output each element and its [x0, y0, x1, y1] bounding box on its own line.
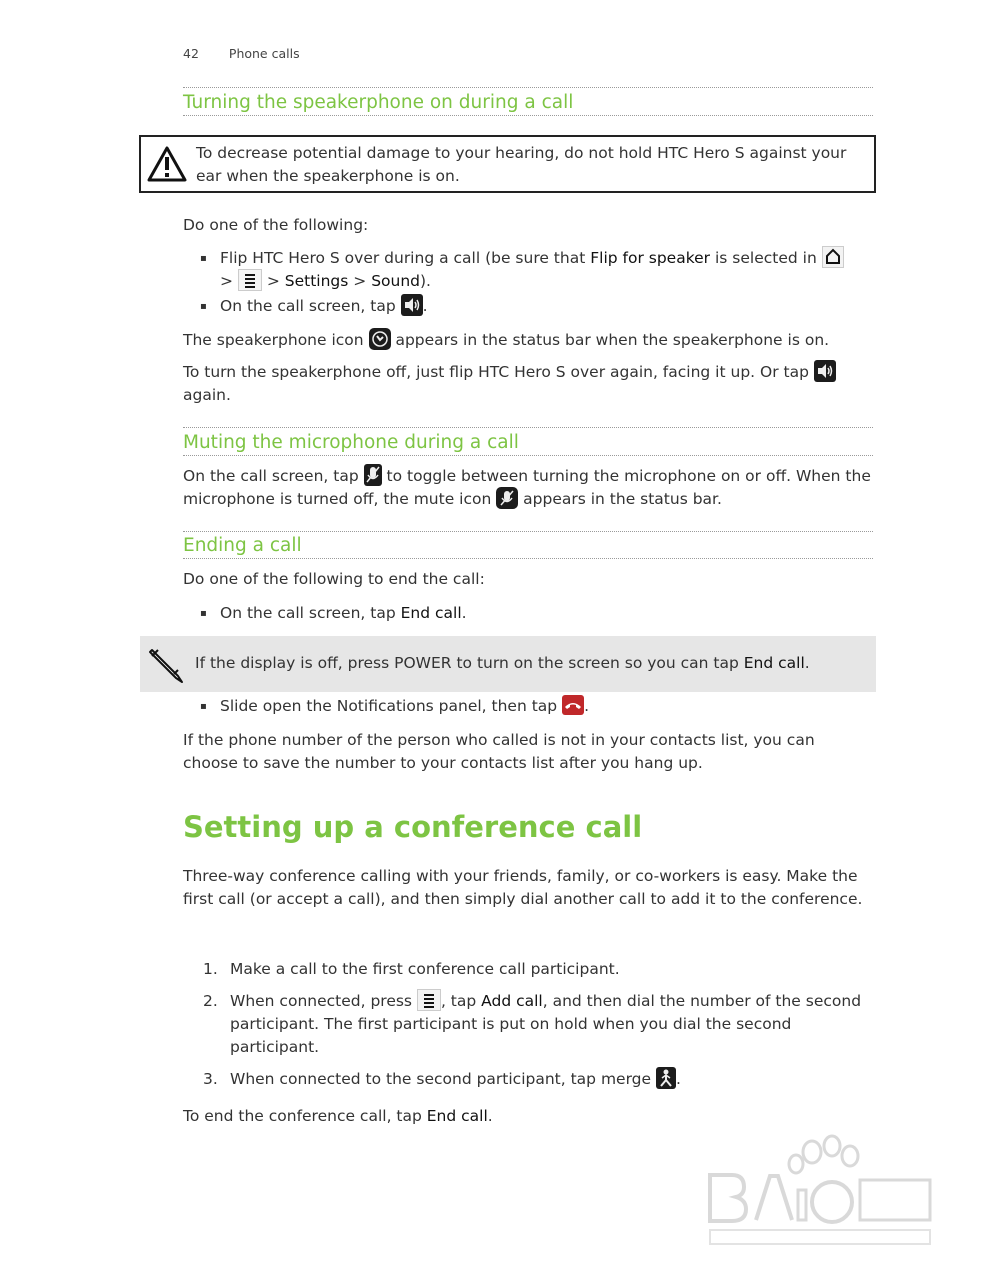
divider	[183, 115, 873, 116]
step-number: 2.	[203, 992, 218, 1010]
section-title-conference: Setting up a conference call	[183, 810, 643, 844]
warning-icon	[147, 146, 187, 182]
paragraph: Three-way conference calling with your friends, family, or co-workers is easy. Make the first call (or accept a call), and then simply dial another call to add it to the conference.	[183, 867, 863, 908]
warning-box	[139, 135, 876, 193]
paragraph: If the phone number of the person who called is not in your contacts list, you can choose to save the number to your contacts list after you hang up.	[183, 731, 815, 772]
step-text: When connected, press , tap Add call, and then dial the number of the second participant. The first participant is put on hold when you dial the second participant.	[230, 990, 870, 1059]
mute-icon	[364, 464, 382, 486]
option-label: Flip for speaker	[590, 249, 711, 267]
divider	[183, 87, 873, 88]
paragraph: To end the conference call, tap End call.	[183, 1107, 493, 1125]
step-text: When connected to the second participant, tap merge .	[230, 1068, 870, 1091]
list-item: On the call screen, tap .	[220, 295, 870, 318]
section-title-mute: Muting the microphone during a call	[183, 432, 519, 453]
paragraph: On the call screen, tap to toggle between turning the microphone on or off. When the microphone is turned off, the mute icon appears in the status bar.	[183, 465, 873, 511]
step-number: 1.	[203, 960, 218, 978]
section-title-ending: Ending a call	[183, 535, 302, 556]
bullet: ▪	[200, 701, 207, 712]
bullet: ▪	[200, 608, 207, 619]
bullet: ▪	[200, 301, 207, 312]
list-item: Flip HTC Hero S over during a call (be sure that Flip for speaker is selected in > > Settings > Sound).	[220, 247, 870, 293]
divider	[183, 531, 873, 532]
divider	[183, 455, 873, 456]
paragraph: Do one of the following:	[183, 216, 369, 234]
menu-icon	[417, 989, 441, 1011]
divider	[183, 427, 873, 428]
paragraph: The speakerphone icon appears in the status bar when the speakerphone is on.	[183, 329, 873, 352]
bullet: ▪	[200, 253, 207, 264]
speaker-icon	[814, 360, 836, 382]
home-icon	[822, 246, 844, 268]
speaker-icon	[401, 294, 423, 316]
divider	[183, 558, 873, 559]
watermark-logo	[700, 1130, 940, 1250]
page-header	[183, 46, 330, 61]
list-item: Slide open the Notifications panel, then tap .	[220, 695, 870, 718]
menu-icon	[238, 269, 262, 291]
chapter-title: Phone calls	[228, 46, 300, 61]
merge-icon	[656, 1067, 676, 1089]
section-title-speakerphone: Turning the speakerphone on during a call	[183, 92, 574, 113]
step-text: Make a call to the first conference call participant.	[230, 960, 620, 978]
warning-text: To decrease potential damage to your hearing, do not hold HTC Hero S against your ear when the speakerphone is on.	[196, 144, 847, 185]
paragraph: Do one of the following to end the call:	[183, 570, 485, 588]
note-text: If the display is off, press POWER to turn on the screen so you can tap End call.	[195, 654, 810, 672]
pencil-icon	[146, 644, 186, 684]
note-box	[140, 636, 876, 692]
end-call-icon	[562, 695, 584, 715]
list-item: On the call screen, tap End call.	[220, 604, 467, 622]
paragraph: To turn the speakerphone off, just flip HTC Hero S over again, facing it up. Or tap again.	[183, 361, 873, 407]
speakerphone-status-icon	[369, 328, 391, 350]
mute-status-icon	[496, 487, 518, 509]
step-number: 3.	[203, 1070, 218, 1088]
page-number: 42	[183, 46, 199, 61]
